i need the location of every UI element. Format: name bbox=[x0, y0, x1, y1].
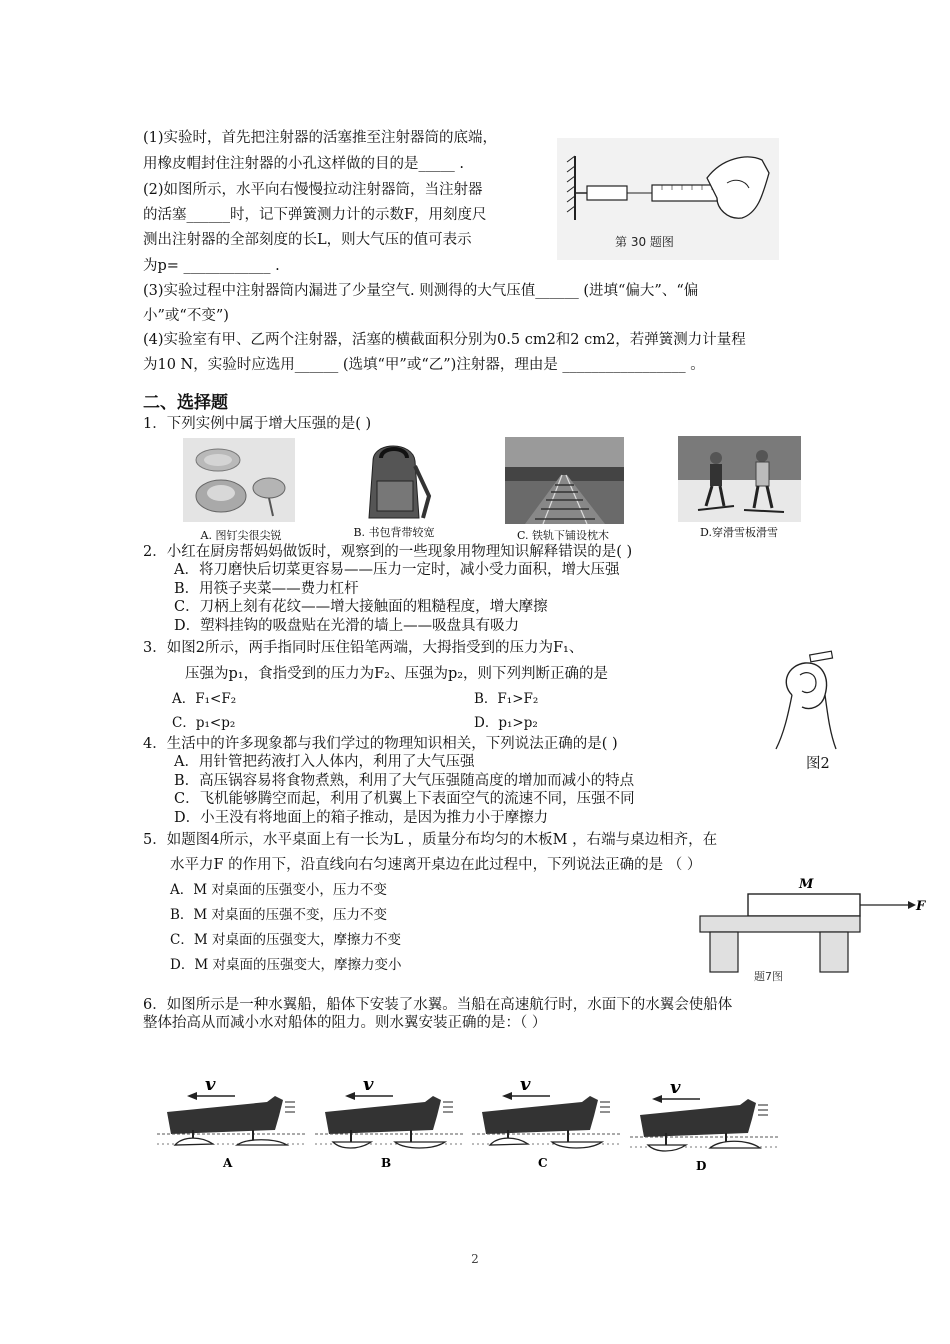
q3-line1: (3)实验过程中注射器筒内漏进了少量空气. 则测得的大气压值______ (进填“偏大”、“偏 bbox=[143, 283, 699, 299]
mc4-stem: 4．生活中的许多现象都与我们学过的物理知识相关，下列说法正确的是( ) bbox=[143, 736, 618, 752]
mc4-option-d: D．小王没有将地面上的箱子推动，是因为推力小于摩擦力 bbox=[174, 810, 549, 826]
q1-line1: (1)实验时，首先把注射器的活塞推至注射器筒的底端， bbox=[143, 130, 498, 146]
mc3-stem-line2: 压强为p₁，食指受到的压力为F₂、压强为p₂，则下列判断正确的是 bbox=[185, 666, 609, 682]
board-table-figure bbox=[696, 872, 932, 982]
q2-line2: 的活塞______时，记下弹簧测力计的示数F，用刻度尺 bbox=[143, 207, 487, 223]
mc6-stem-line1: 6．如图所示是一种水翼船，船体下安装了水翼。当船在高速航行时，水面下的水翼会使船体 bbox=[143, 997, 733, 1013]
velocity-label: v bbox=[520, 1074, 531, 1095]
q2-line4: 为p= ____________ . bbox=[143, 258, 280, 274]
boat-label-c: C bbox=[538, 1156, 548, 1170]
mc4-option-c: C．飞机能够腾空而起，利用了机翼上下表面空气的流速不同，压强不同 bbox=[174, 791, 635, 807]
q3-line2: 小”或“不变”) bbox=[143, 308, 229, 324]
mc1-stem: 1．下列实例中属于增大压强的是( ) bbox=[143, 416, 372, 432]
mc3-option-c: C．p₁<p₂ bbox=[172, 715, 236, 731]
q2-line3: 测出注射器的全部刻度的长L，则大气压的值可表示 bbox=[143, 232, 472, 248]
pushpin-photo bbox=[183, 438, 295, 522]
backpack-photo bbox=[353, 436, 435, 524]
railway-photo bbox=[505, 437, 624, 524]
hydrofoil-boat-a bbox=[157, 1072, 307, 1172]
mc2-stem: 2．小红在厨房帮妈妈做饭时，观察到的一些现象用物理知识解释错误的是( ) bbox=[143, 544, 633, 560]
mc5-option-c: C．M 对桌面的压强变大，摩擦力不变 bbox=[170, 932, 401, 948]
mc3-stem-line1: 3．如图2所示，两手指同时压住铅笔两端，大拇指受到的压力为F₁、 bbox=[143, 640, 584, 656]
page-number: 2 bbox=[471, 1252, 479, 1266]
force-label-F: F bbox=[916, 899, 926, 914]
velocity-label: v bbox=[670, 1077, 681, 1098]
mc1-caption-d: D.穿滑雪板滑雪 bbox=[700, 526, 778, 539]
q2-line1: (2)如图所示，水平向右慢慢拉动注射器筒，当注射器 bbox=[143, 182, 483, 198]
boat-label-b: B bbox=[381, 1156, 392, 1170]
mc5-stem-line1: 5．如题图4所示，水平桌面上有一长为L ，质量分布均匀的木板M ，右端与桌边相齐，在 bbox=[143, 832, 718, 848]
boat-label-a: A bbox=[223, 1156, 233, 1170]
mc3-option-d: D．p₁>p₂ bbox=[474, 715, 538, 731]
mc2-option-c: C．刀柄上刻有花纹——增大接触面的粗糙程度，增大摩擦 bbox=[174, 599, 548, 615]
mc3-option-b: B．F₁>F₂ bbox=[474, 691, 539, 707]
mc1-caption-b: B. 书包背带较宽 bbox=[353, 526, 435, 539]
syringe-figure bbox=[557, 138, 779, 260]
hydrofoil-boat-d bbox=[630, 1075, 780, 1175]
skiing-photo bbox=[678, 436, 801, 522]
board-fig-caption: 题7图 bbox=[754, 970, 783, 982]
q1-line2: 用橡皮帽封住注射器的小孔这样做的目的是_____ . bbox=[143, 156, 464, 172]
mc5-option-a: A．M 对桌面的压强变小，压力不变 bbox=[170, 882, 387, 898]
syringe-caption: 第 30 题图 bbox=[615, 235, 674, 249]
mc3-option-a: A．F₁<F₂ bbox=[172, 691, 237, 707]
boat-label-d: D bbox=[696, 1159, 707, 1173]
mc2-option-d: D．塑料挂钩的吸盘贴在光滑的墙上——吸盘具有吸力 bbox=[174, 618, 520, 634]
hydrofoil-boat-c bbox=[472, 1072, 622, 1172]
section-title: 二、选择题 bbox=[143, 393, 228, 413]
mc1-caption-c: C. 铁轨下铺设枕木 bbox=[516, 529, 610, 542]
hand-pencil-figure bbox=[770, 645, 840, 750]
q4-line2: 为10 N，实验时应选用______ (选填“甲”或“乙”)注射器，理由是 _________________ 。 bbox=[143, 357, 705, 373]
mc5-option-b: B．M 对桌面的压强不变，压力不变 bbox=[170, 907, 388, 923]
mc4-option-a: A．用针管把药液打入人体内，利用了大气压强 bbox=[174, 754, 475, 770]
mc6-stem-line2: 整体抬高从而减小水对船体的阻力。则水翼安装正确的是：（ ） bbox=[143, 1015, 547, 1031]
mc5-option-d: D．M 对桌面的压强变大，摩擦力变小 bbox=[170, 957, 402, 973]
q4-line1: (4)实验室有甲、乙两个注射器，活塞的横截面积分别为0.5 cm2和2 cm2，若弹簧测力计量程 bbox=[143, 332, 746, 348]
mc2-option-a: A．将刀磨快后切菜更容易——压力一定时，减小受力面积，增大压强 bbox=[174, 562, 620, 578]
mc3-figure-caption: 图2 bbox=[806, 756, 830, 772]
mc4-option-b: B．高压锅容易将食物煮熟，利用了大气压强随高度的增加而减小的特点 bbox=[174, 773, 635, 789]
hydrofoil-boat-b bbox=[315, 1072, 465, 1172]
velocity-label: v bbox=[363, 1074, 374, 1095]
mc5-stem-line2: 水平力F 的作用下，沿直线向右匀速离开桌边在此过程中，下列说法正确的是 （ ） bbox=[170, 857, 702, 873]
mc1-caption-a: A. 图钉尖很尖锐 bbox=[200, 529, 282, 542]
velocity-label: v bbox=[205, 1074, 216, 1095]
board-label-M: M bbox=[799, 877, 814, 892]
mc2-option-b: B．用筷子夹菜——费力杠杆 bbox=[174, 581, 359, 597]
